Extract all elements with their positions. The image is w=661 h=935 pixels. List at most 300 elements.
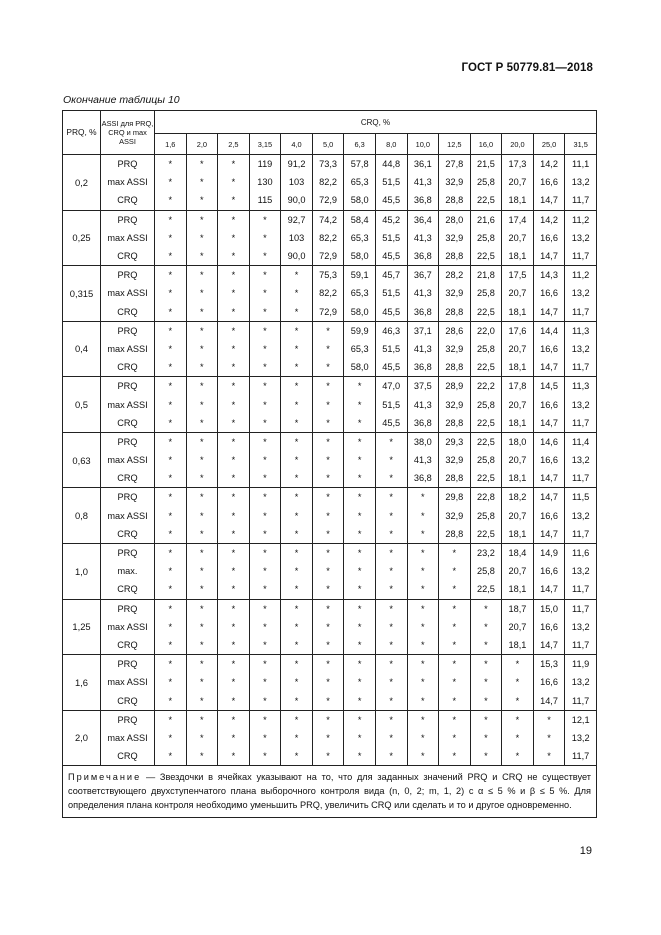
table-cell: 22,5	[470, 358, 502, 377]
table-cell: 20,7	[502, 507, 534, 525]
table-cell: *	[312, 729, 344, 747]
table-cell: *	[218, 155, 250, 174]
table-cell: *	[218, 229, 250, 247]
table-cell: 14,7	[533, 636, 565, 655]
table-cell: 18,1	[502, 636, 534, 655]
table-cell: *	[375, 691, 407, 710]
table-row	[63, 488, 597, 507]
prq-group-value: 0,5	[63, 377, 101, 433]
row-label: PRQ	[101, 210, 155, 229]
table-cell: 51,5	[375, 229, 407, 247]
table-cell: *	[312, 358, 344, 377]
table-cell: 11,7	[565, 469, 597, 488]
table-cell: *	[344, 507, 376, 525]
crq-value-header: 20,0	[502, 134, 534, 155]
table-cell: *	[218, 414, 250, 433]
table-row	[63, 432, 597, 451]
row-label: max ASSI	[101, 173, 155, 191]
table-cell: *	[439, 618, 471, 636]
table-cell: *	[155, 414, 187, 433]
table-cell: 22,5	[470, 525, 502, 544]
table-cell: *	[344, 691, 376, 710]
table-cell: *	[312, 525, 344, 544]
table-cell: 21,5	[470, 155, 502, 174]
table-cell: *	[344, 729, 376, 747]
table-cell: 32,9	[439, 340, 471, 358]
table-cell: 51,5	[375, 395, 407, 413]
table-cell: 20,7	[502, 562, 534, 580]
table-cell: 11,6	[565, 543, 597, 562]
table-cell: *	[155, 729, 187, 747]
table-cell: *	[344, 636, 376, 655]
table-cell: *	[375, 507, 407, 525]
row-label: PRQ	[101, 488, 155, 507]
table-cell: 28,8	[439, 247, 471, 266]
table-caption: Окончание таблицы 10	[63, 94, 180, 106]
table-cell: 32,9	[439, 507, 471, 525]
table-row	[63, 414, 597, 433]
table-cell: 20,7	[502, 395, 534, 413]
table-cell: *	[218, 562, 250, 580]
table-cell: *	[344, 599, 376, 618]
table-cell: *	[281, 507, 313, 525]
table-cell: *	[249, 321, 281, 340]
table-cell: 11,3	[565, 377, 597, 396]
prq-group-value: 0,8	[63, 488, 101, 544]
table-cell: 45,5	[375, 414, 407, 433]
table-cell: 22,5	[470, 469, 502, 488]
table-cell: *	[186, 451, 218, 469]
row-label: max ASSI	[101, 395, 155, 413]
table-cell: 58,0	[344, 191, 376, 210]
table-cell: 15,3	[533, 655, 565, 674]
table-cell: 27,8	[439, 155, 471, 174]
table-cell: 11,7	[565, 414, 597, 433]
table-cell: *	[312, 414, 344, 433]
table-cell: 57,8	[344, 155, 376, 174]
table-cell: *	[375, 488, 407, 507]
table-cell: 14,4	[533, 321, 565, 340]
table-row	[63, 358, 597, 377]
row-label: CRQ	[101, 191, 155, 210]
note-text: — Звездочки в ячейках указывают на то, что для заданных значений PRQ и CRQ не существует соответствующего двухступенчатого плана выборочного контроля вида (n, 0, 2; m, 1, 2) с α ≤ 5 % и β ≤ 5 %. Для определения плана контроля необходимо уменьшить PRQ, увеличить CRQ или сделать и то и другое одновременно.	[68, 772, 591, 811]
table-cell: *	[439, 747, 471, 766]
table-cell: *	[155, 358, 187, 377]
prq-group-value: 2,0	[63, 710, 101, 766]
table-cell: *	[281, 321, 313, 340]
table-cell: *	[249, 377, 281, 396]
table-row	[63, 525, 597, 544]
table-cell: 51,5	[375, 173, 407, 191]
table-cell: *	[155, 155, 187, 174]
table-cell: *	[375, 562, 407, 580]
table-cell: *	[155, 210, 187, 229]
table-cell: *	[186, 266, 218, 285]
table-cell: *	[375, 655, 407, 674]
table-cell: 14,7	[533, 580, 565, 599]
table-cell: 22,5	[470, 414, 502, 433]
table-cell: *	[249, 673, 281, 691]
table-cell: 28,9	[439, 377, 471, 396]
table-cell: *	[439, 562, 471, 580]
table-cell: *	[375, 469, 407, 488]
table-cell: *	[470, 655, 502, 674]
table-cell: 11,4	[565, 432, 597, 451]
table-cell: 72,9	[312, 303, 344, 322]
table-cell: *	[249, 229, 281, 247]
table-cell: 119	[249, 155, 281, 174]
table-cell: 11,7	[565, 580, 597, 599]
table-cell: 41,3	[407, 173, 439, 191]
table-cell: *	[218, 673, 250, 691]
table-cell: *	[439, 580, 471, 599]
table-cell: *	[249, 488, 281, 507]
table-cell: 14,5	[533, 377, 565, 396]
table-cell: 11,2	[565, 210, 597, 229]
table-cell: *	[186, 247, 218, 266]
table-cell: 18,0	[502, 432, 534, 451]
table-cell: *	[186, 543, 218, 562]
table-cell: *	[249, 636, 281, 655]
table-cell: *	[218, 543, 250, 562]
table-cell: *	[407, 729, 439, 747]
table-cell: 41,3	[407, 395, 439, 413]
table-cell: *	[186, 580, 218, 599]
table-cell: *	[312, 562, 344, 580]
crq-value-header: 2,5	[218, 134, 250, 155]
table-cell: 20,7	[502, 451, 534, 469]
table-cell: *	[281, 488, 313, 507]
table-cell: 36,8	[407, 358, 439, 377]
row-label: max ASSI	[101, 618, 155, 636]
table-cell: 14,7	[533, 469, 565, 488]
table-cell: *	[186, 618, 218, 636]
table-cell: *	[344, 525, 376, 544]
table-cell: 16,6	[533, 451, 565, 469]
row-label: max ASSI	[101, 507, 155, 525]
table-cell: *	[344, 451, 376, 469]
table-cell: *	[407, 580, 439, 599]
table-cell: *	[218, 321, 250, 340]
table-cell: 25,8	[470, 340, 502, 358]
table-cell: *	[249, 618, 281, 636]
table-cell: *	[312, 618, 344, 636]
crq-value-header: 10,0	[407, 134, 439, 155]
table-cell: *	[218, 358, 250, 377]
table-cell: 14,6	[533, 432, 565, 451]
table-cell: *	[249, 247, 281, 266]
crq-value-header: 5,0	[312, 134, 344, 155]
table-cell: 90,0	[281, 247, 313, 266]
table-cell: 65,3	[344, 229, 376, 247]
row-label: max.	[101, 562, 155, 580]
table-cell: 41,3	[407, 451, 439, 469]
table-cell: 45,5	[375, 358, 407, 377]
table-cell: *	[155, 340, 187, 358]
table-cell: *	[186, 358, 218, 377]
table-cell: *	[281, 469, 313, 488]
table-cell: 18,7	[502, 599, 534, 618]
table-cell: 130	[249, 173, 281, 191]
table-cell: *	[312, 710, 344, 729]
table-cell: *	[470, 618, 502, 636]
table-cell: *	[281, 432, 313, 451]
table-row	[63, 266, 597, 285]
table-cell: *	[186, 155, 218, 174]
table-cell: *	[281, 525, 313, 544]
table-cell: *	[218, 173, 250, 191]
table-cell: 25,8	[470, 395, 502, 413]
table-cell: 28,6	[439, 321, 471, 340]
table-cell: 73,3	[312, 155, 344, 174]
row-label: PRQ	[101, 321, 155, 340]
table-cell: *	[312, 507, 344, 525]
table-cell: *	[439, 655, 471, 674]
table-cell: *	[155, 303, 187, 322]
table-cell: *	[502, 673, 534, 691]
table-cell: 16,6	[533, 284, 565, 302]
table-cell: *	[312, 395, 344, 413]
table-row	[63, 729, 597, 747]
table-row	[63, 395, 597, 413]
table-cell: 44,8	[375, 155, 407, 174]
table-cell: 17,6	[502, 321, 534, 340]
crq-value-header: 6,3	[344, 134, 376, 155]
row-label: CRQ	[101, 247, 155, 266]
table-cell: 32,9	[439, 284, 471, 302]
table-cell: 23,2	[470, 543, 502, 562]
table-cell: 16,6	[533, 173, 565, 191]
table-row	[63, 469, 597, 488]
table-cell: *	[281, 451, 313, 469]
table-cell: *	[281, 710, 313, 729]
table-cell: 22,8	[470, 488, 502, 507]
table-cell: *	[502, 729, 534, 747]
table-cell: *	[344, 710, 376, 729]
prq-group-value: 1,25	[63, 599, 101, 655]
table-cell: *	[533, 747, 565, 766]
row-label: max ASSI	[101, 451, 155, 469]
table-cell: 45,5	[375, 191, 407, 210]
table-cell: 41,3	[407, 284, 439, 302]
table-cell: 32,9	[439, 173, 471, 191]
table-cell: *	[186, 691, 218, 710]
table-cell: 14,2	[533, 155, 565, 174]
row-label: CRQ	[101, 303, 155, 322]
table-cell: 22,0	[470, 321, 502, 340]
table-cell: 91,2	[281, 155, 313, 174]
table-cell: *	[186, 488, 218, 507]
table-cell: 28,2	[439, 266, 471, 285]
table-cell: *	[249, 747, 281, 766]
table-row	[63, 691, 597, 710]
table-cell: 45,7	[375, 266, 407, 285]
table-cell: 18,1	[502, 247, 534, 266]
table-cell: *	[155, 543, 187, 562]
table-cell: *	[470, 599, 502, 618]
table-cell: *	[344, 377, 376, 396]
table-cell: 59,1	[344, 266, 376, 285]
table-cell: *	[312, 599, 344, 618]
table-cell: *	[281, 266, 313, 285]
table-cell: *	[249, 599, 281, 618]
table-cell: *	[407, 655, 439, 674]
table-cell: *	[281, 543, 313, 562]
table-cell: *	[155, 266, 187, 285]
table-cell: 13,2	[565, 340, 597, 358]
table-cell: 11,7	[565, 636, 597, 655]
table-cell: *	[281, 673, 313, 691]
table-cell: 14,7	[533, 191, 565, 210]
table-cell: 115	[249, 191, 281, 210]
table-cell: *	[186, 414, 218, 433]
table-cell: *	[249, 710, 281, 729]
table-cell: *	[375, 673, 407, 691]
table-cell: *	[186, 377, 218, 396]
table-cell: *	[312, 580, 344, 599]
table-cell: *	[439, 710, 471, 729]
table-cell: 13,2	[565, 562, 597, 580]
table-cell: *	[186, 210, 218, 229]
row-label: PRQ	[101, 432, 155, 451]
table-cell: *	[155, 247, 187, 266]
table-cell: *	[249, 691, 281, 710]
row-label: CRQ	[101, 469, 155, 488]
table-cell: 17,3	[502, 155, 534, 174]
table-cell: *	[155, 747, 187, 766]
table-cell: *	[312, 340, 344, 358]
row-label: CRQ	[101, 636, 155, 655]
table-cell: 36,8	[407, 191, 439, 210]
table-cell: *	[312, 636, 344, 655]
table-cell: *	[281, 580, 313, 599]
table-cell: *	[407, 710, 439, 729]
table-cell: *	[186, 562, 218, 580]
table-cell: *	[218, 636, 250, 655]
table-cell: *	[344, 395, 376, 413]
table-cell: *	[186, 303, 218, 322]
table-cell: 16,6	[533, 618, 565, 636]
prq-group-value: 0,25	[63, 210, 101, 266]
table-cell: *	[502, 747, 534, 766]
table-cell: *	[407, 618, 439, 636]
row-label: max ASSI	[101, 340, 155, 358]
table-header	[63, 111, 597, 155]
table-cell: *	[249, 266, 281, 285]
table-cell: *	[439, 691, 471, 710]
table-cell: 11,7	[565, 599, 597, 618]
table-cell: 13,2	[565, 729, 597, 747]
table-cell: 28,8	[439, 525, 471, 544]
table-cell: 14,7	[533, 247, 565, 266]
prq-group-value: 0,315	[63, 266, 101, 322]
table-cell: *	[249, 543, 281, 562]
table-cell: 13,2	[565, 284, 597, 302]
row-label: CRQ	[101, 691, 155, 710]
table-cell: 12,1	[565, 710, 597, 729]
table-cell: *	[407, 525, 439, 544]
table-cell: *	[155, 469, 187, 488]
table-cell: 18,1	[502, 580, 534, 599]
table-cell: 20,7	[502, 173, 534, 191]
table-cell: *	[375, 599, 407, 618]
table-cell: 13,2	[565, 229, 597, 247]
table-cell: *	[249, 432, 281, 451]
table-cell: *	[470, 729, 502, 747]
table-cell: 28,8	[439, 469, 471, 488]
table-cell: 11,7	[565, 191, 597, 210]
table-cell: 16,6	[533, 673, 565, 691]
table-row	[63, 321, 597, 340]
table-cell: 38,0	[407, 432, 439, 451]
table-cell: *	[502, 691, 534, 710]
table-cell: 18,2	[502, 488, 534, 507]
table-cell: 11,7	[565, 525, 597, 544]
table-cell: *	[439, 599, 471, 618]
table-row	[63, 247, 597, 266]
table-cell: *	[281, 636, 313, 655]
table-cell: 18,1	[502, 469, 534, 488]
prq-group-value: 1,0	[63, 543, 101, 599]
table-cell: 36,7	[407, 266, 439, 285]
table-cell: *	[218, 191, 250, 210]
table-cell: *	[249, 414, 281, 433]
table-cell: *	[439, 729, 471, 747]
table-row	[63, 507, 597, 525]
table-cell: *	[218, 340, 250, 358]
table-row	[63, 191, 597, 210]
note-heading: Примечание	[68, 772, 142, 783]
table-cell: *	[375, 525, 407, 544]
table-cell: *	[470, 747, 502, 766]
table-cell: 37,1	[407, 321, 439, 340]
table-cell: 22,5	[470, 247, 502, 266]
table-cell: 14,7	[533, 525, 565, 544]
table-cell: 14,2	[533, 210, 565, 229]
table-cell: *	[186, 191, 218, 210]
table-cell: *	[218, 488, 250, 507]
table-cell: *	[155, 191, 187, 210]
table-cell: *	[281, 729, 313, 747]
table-cell: *	[281, 340, 313, 358]
table-cell: *	[186, 469, 218, 488]
row-label: max ASSI	[101, 729, 155, 747]
table-cell: *	[407, 599, 439, 618]
table-cell: *	[375, 451, 407, 469]
table-cell: *	[155, 636, 187, 655]
table-cell: *	[375, 729, 407, 747]
sampling-plan-table	[62, 110, 597, 818]
table-cell: *	[155, 655, 187, 674]
table-cell: 17,5	[502, 266, 534, 285]
table-cell: 32,9	[439, 395, 471, 413]
table-cell: 25,8	[470, 451, 502, 469]
table-cell: 82,2	[312, 173, 344, 191]
table-cell: *	[344, 580, 376, 599]
table-cell: *	[186, 284, 218, 302]
table-cell: 28,8	[439, 303, 471, 322]
table-cell: *	[218, 247, 250, 266]
table-cell: 13,2	[565, 507, 597, 525]
table-cell: *	[281, 303, 313, 322]
table-cell: 16,6	[533, 229, 565, 247]
table-cell: 29,3	[439, 432, 471, 451]
table-cell: 22,5	[470, 432, 502, 451]
table-cell: *	[312, 543, 344, 562]
table-cell: *	[218, 507, 250, 525]
table-cell: *	[249, 358, 281, 377]
table-cell: *	[312, 488, 344, 507]
